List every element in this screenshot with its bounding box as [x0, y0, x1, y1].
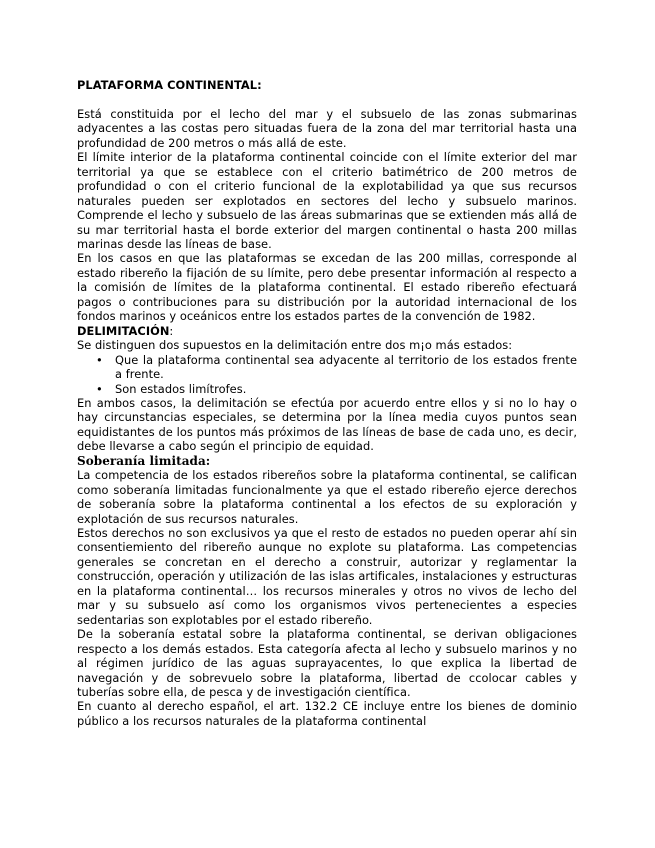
document-title: PLATAFORMA CONTINENTAL: [77, 78, 262, 92]
bullet-icon: • [96, 381, 103, 396]
soberania-heading: Soberanía limitada: [77, 453, 211, 468]
list-item-text: Son estados limítrofes. [115, 381, 247, 396]
bullet-icon: • [96, 352, 103, 367]
list-item [77, 353, 577, 382]
title-spacer [77, 92, 577, 106]
delimitacion-intro: Se distinguen dos supuestos en la delimitación entre dos m¡o más estados: [77, 338, 513, 353]
paragraph-intro-1: Está constituida por el lecho del mar y el subsuelo de las zonas submarinas adyacentes a las costas pero situadas fuera de la zona del mar territorial hasta una profundidad de 200 metros o más allá de este. [77, 106, 577, 150]
paragraph-intro-3: En los casos en que las plataformas se excedan de las 200 millas, corresponde al estado ribereño la fijación de su límite, pero debe presentar información al respecto a la comisión de límites de la plataforma continental. El estado ribereño efectuará pagos o contribuciones para su distribución por la autoridad internacional de los fondos marinos y oceánicos entre los estados partes de la convención de 1982. [77, 251, 577, 324]
soberania-paragraph-1: La competencia de los estados ribereños sobre la plataforma continental, se califican como soberanía limitadas funcionalmente ya que el estado ribereño ejerce derechos de soberanía sobre la plataforma continental a los efectos de su exploración y explotación de sus recursos naturales. [77, 468, 577, 526]
soberania-paragraph-3: De la soberanía estatal sobre la plataforma continental, se derivan obligaciones respecto a los demás estados. Esta categoría afecta al lecho y subsuelo marinos y no al régimen jurídico de las aguas suprayacentes, lo que explica la libertad de navegación y de sobrevuelo sobre la plataforma, libertad de ccolocar cables y tuberías sobre ella, de pesca y de investigación científica. [77, 627, 577, 700]
soberania-paragraph-2: Estos derechos no son exclusivos ya que el resto de estados no pueden operar ahí sin consentiemiento del ribereño aunque no explote su plataforma. Las competencias generales se concretan en el derecho a construir, autorizar y reglamentar la construcción, operación y utilización de las islas artificales, instalaciones y estructuras en la plataforma continental… los recursos minerales y otros no vivos de lecho del mar y su subsuelo así como los organismos vivos pertenecientes a especies sedentarias son explotables por el estado ribereño. [77, 526, 577, 627]
soberania-paragraph-4: En cuanto al derecho español, el art. 132.2 CE incluye entre los bienes de dominio público a los recursos naturales de la plataforma continental [77, 699, 577, 728]
delimitacion-body: En ambos casos, la delimitación se efectúa por acuerdo entre ellos y si no lo hay o hay circunstancias especiales, se determina por la línea media cuyos puntos sean equidistantes de los puntos más próximos de las líneas de base de cada uno, es decir, debe llevarse a cabo según el principio de equidad. [77, 395, 577, 454]
paragraph-intro-2: El límite interior de la plataforma continental coincide con el límite exterior del mar territorial ya que se establece con el criterio batimétrico de 200 metros de profundidad o con el criterio funcional de la explotabilidad ya que sus recursos naturales pueden ser explotados en sectores del lecho y subsuelo marinos. Comprende el lecho y subsuelo de las áreas submarinas que se extienden más allá de su mar territorial hasta el borde exterior del margen continental o hasta 200 millas marinas desde las líneas de base. [77, 150, 577, 251]
document-page [77, 78, 577, 728]
delimitacion-heading: DELIMITACIÓN [77, 323, 170, 338]
delimitacion-bullet-list [77, 353, 577, 396]
list-item [77, 382, 577, 396]
delimitacion-heading-line [77, 324, 577, 338]
delimitacion-colon: : [169, 323, 174, 338]
list-item-text: Que la plataforma continental sea adyacente al territorio de los estados frente a frente. [115, 352, 577, 382]
